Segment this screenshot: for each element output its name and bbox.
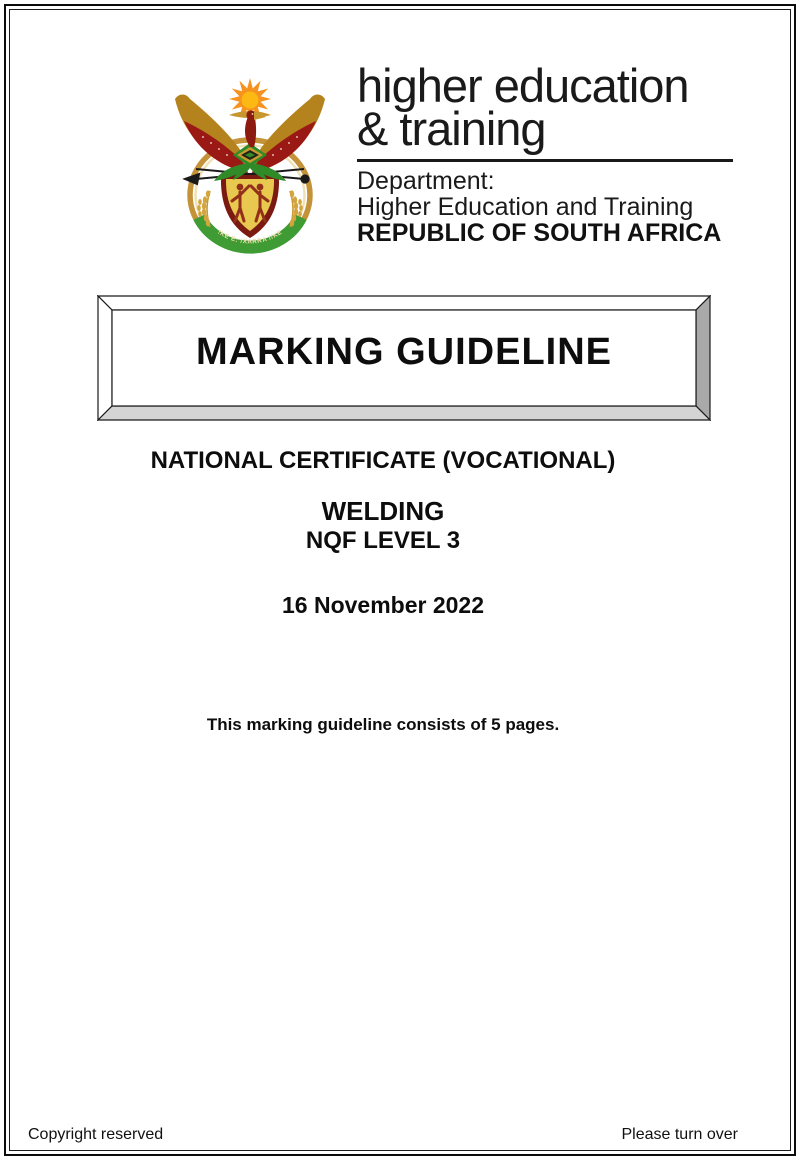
certificate-line: NATIONAL CERTIFICATE (VOCATIONAL) <box>150 447 616 474</box>
department-label: Department: <box>357 167 495 195</box>
shield-icon <box>221 175 279 238</box>
brand-divider <box>357 159 733 162</box>
brand-line-2: & training <box>357 102 546 155</box>
brand-line-1: higher education <box>357 59 689 112</box>
coat-of-arms-motto: !KE E: /XARRA //KE <box>216 228 284 246</box>
pages-note: This marking guideline consists of 5 pages. <box>206 715 560 734</box>
title-box <box>97 295 711 421</box>
country-name: REPUBLIC OF SOUTH AFRICA <box>357 219 722 247</box>
exam-date: 16 November 2022 <box>281 592 484 618</box>
document-title: MARKING GUIDELINE <box>196 330 612 373</box>
department-branding <box>357 59 733 247</box>
nqf-level-line: NQF LEVEL 3 <box>305 527 461 554</box>
subject-line: WELDING <box>321 496 445 526</box>
sa-coat-of-arms-icon <box>170 75 330 255</box>
footer-turnover: Please turn over <box>621 1126 738 1143</box>
department-name: Higher Education and Training <box>357 193 694 221</box>
footer-copyright: Copyright reserved <box>28 1126 164 1143</box>
